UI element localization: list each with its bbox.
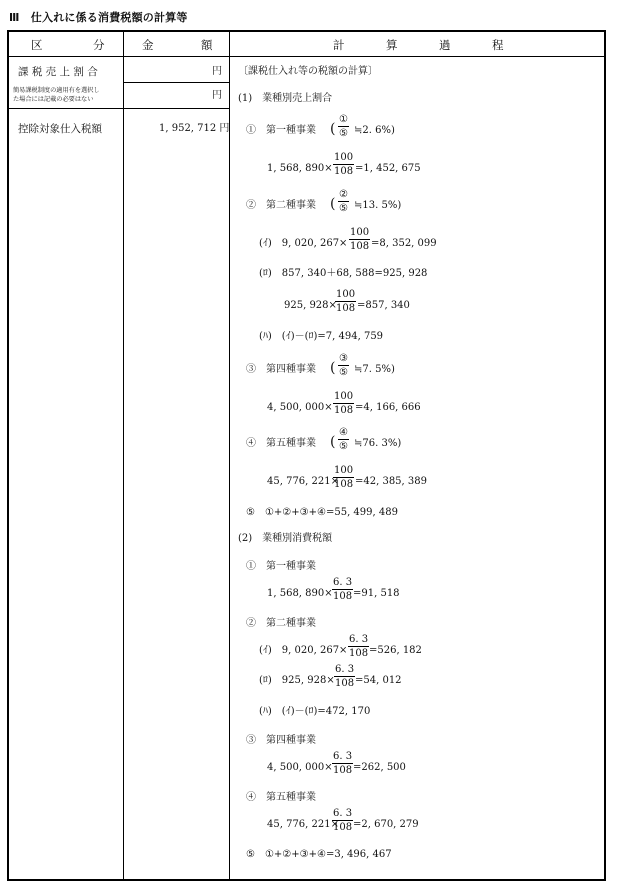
sec2-heading: (2) 業種別消費税額 [238, 533, 333, 544]
s1-3-calc-a: 4, 500, 000× [267, 402, 333, 413]
header-kubun-2: 分 [93, 38, 105, 52]
frac-den: 108 [334, 166, 354, 177]
header-keisan-1: 計 [333, 38, 345, 52]
frac-den: 108 [350, 241, 370, 252]
calc-table [7, 30, 606, 881]
s1-2-ro2-b: =857, 340 [357, 300, 410, 311]
frac-num: 6. 3 [349, 634, 369, 645]
header-keisan-2: 算 [386, 38, 398, 52]
row-note-line1: 簡易課税制度の適用有を選択し [13, 87, 100, 94]
s1-1-ratio-fraction [338, 114, 349, 139]
frac-num: ④ [339, 427, 348, 438]
s1-4-label: ④ 第五種事業 [246, 438, 316, 449]
calc-column [229, 32, 606, 879]
row-divider [9, 108, 229, 109]
s2-1-label: ① 第一種事業 [246, 561, 316, 572]
frac-num: 100 [334, 465, 354, 476]
s1-2-ro: (ﾛ) 857, 340＋68, 588=925, 928 [259, 268, 428, 279]
row1-unit: 円 [212, 66, 222, 77]
kojo-shiire-value: 1, 952, 712 円 [159, 123, 230, 134]
frac-den: 108 [349, 648, 369, 659]
s1-2-i-b: =8, 352, 099 [371, 238, 437, 249]
s2-3-label: ③ 第四種事業 [246, 735, 316, 746]
frac-den: 108 [336, 303, 356, 314]
frac-den: ⑤ [339, 128, 348, 139]
s2-2-ro-b: =54, 012 [355, 675, 402, 686]
s2-2-i-fraction [348, 634, 369, 659]
frac-den: 108 [335, 678, 355, 689]
frac-den: ⑤ [339, 441, 348, 452]
frac-num: 6. 3 [333, 577, 353, 588]
s1-4-calc-fraction [333, 465, 354, 490]
s1-3-label: ③ 第四種事業 [246, 364, 316, 375]
frac-num: 100 [334, 152, 354, 163]
s2-4-label: ④ 第五種事業 [246, 792, 316, 803]
s2-3-b: =262, 500 [353, 762, 406, 773]
s2-3-a: 4, 500, 000× [267, 762, 333, 773]
paren: ( [330, 121, 336, 137]
frac-num: ③ [339, 353, 348, 364]
frac-num: 6. 3 [335, 664, 355, 675]
s1-1-ratio: ≒2. 6%) [354, 125, 395, 136]
row-label-kojo-shiire: 控除対象仕入税額 [18, 123, 102, 135]
s1-1-calc-a: 1, 568, 890× [267, 163, 333, 174]
frac-num: 6. 3 [333, 808, 353, 819]
frac-den: 108 [333, 765, 353, 776]
frac-num: ① [339, 114, 348, 125]
s1-1-label: ① 第一種事業 [246, 125, 316, 136]
frac-den: ⑤ [339, 203, 348, 214]
s2-2-i-b: =526, 182 [369, 645, 422, 656]
row-divider [123, 82, 229, 83]
frac-num: 100 [334, 391, 354, 402]
s1-2-label: ② 第二種事業 [246, 200, 316, 211]
frac-den: 108 [334, 405, 354, 416]
s1-3-ratio-fraction [338, 353, 349, 378]
s1-2-i-a: (ｲ) 9, 020, 267× [259, 238, 348, 249]
frac-den: 108 [333, 591, 353, 602]
s1-2-ratio: ≒13. 5%) [354, 200, 402, 211]
s1-5-sum: ⑤ ①+②+③+④=55, 499, 489 [246, 507, 398, 518]
s1-3-calc-fraction [333, 391, 354, 416]
frac-den: ⑤ [339, 367, 348, 378]
s1-4-calc-a: 45, 776, 221× [267, 476, 339, 487]
frac-den: 108 [333, 822, 353, 833]
s2-4-a: 45, 776, 221× [267, 819, 339, 830]
s1-2-ratio-fraction [338, 189, 349, 214]
frac-num: 6. 3 [333, 751, 353, 762]
divider [123, 32, 124, 879]
paren: ( [330, 434, 336, 450]
s1-3-ratio: ≒7. 5%) [354, 364, 395, 375]
frac-den: 108 [334, 479, 354, 490]
s2-1-b: =91, 518 [353, 588, 400, 599]
s2-2-ro-a: (ﾛ) 925, 928× [259, 675, 335, 686]
s1-1-calc-b: =1, 452, 675 [355, 163, 421, 174]
s2-2-i-a: (ｲ) 9, 020, 267× [259, 645, 348, 656]
s1-2-ro2-fraction [335, 289, 356, 314]
s1-2-i-fraction [349, 227, 370, 252]
s1-4-ratio-fraction [338, 427, 349, 452]
frac-num: 100 [350, 227, 370, 238]
row2-unit: 円 [212, 90, 222, 101]
frac-num: 100 [336, 289, 356, 300]
paren: ( [330, 360, 336, 376]
frac-num: ② [339, 189, 348, 200]
s2-3-fraction [332, 751, 353, 776]
s2-1-fraction [332, 577, 353, 602]
row-label-uriage-wariai: 課 税 売 上 割 合 [18, 66, 98, 78]
header-kubun-1: 区 [31, 38, 43, 52]
section-title: Ⅲ 仕入れに係る消費税額の計算等 [9, 11, 188, 24]
s2-4-fraction [332, 808, 353, 833]
header-kingaku-1: 金 [142, 38, 154, 52]
row-note-line2: た場合には記載の必要はない [13, 96, 94, 103]
s2-4-b: =2, 670, 279 [353, 819, 419, 830]
s2-2-label: ② 第二種事業 [246, 618, 316, 629]
paren: ( [330, 196, 336, 212]
s1-4-calc-b: =42, 385, 389 [355, 476, 427, 487]
s1-2-ro2-a: 925, 928× [284, 300, 337, 311]
s1-3-calc-b: =4, 166, 666 [355, 402, 421, 413]
s2-5-sum: ⑤ ①+②+③+④=3, 496, 467 [246, 849, 392, 860]
s2-1-a: 1, 568, 890× [267, 588, 333, 599]
s2-2-ro-fraction [334, 664, 355, 689]
s1-2-ha: (ﾊ) (ｲ)－(ﾛ)=7, 494, 759 [259, 331, 384, 342]
s2-2-ha: (ﾊ) (ｲ)－(ﾛ)=472, 170 [259, 706, 371, 717]
calc-intro: 〔課税仕入れ等の税額の計算〕 [238, 66, 378, 77]
header-keisan-4: 程 [492, 38, 504, 52]
s1-4-ratio: ≒76. 3%) [354, 438, 402, 449]
header-keisan-3: 過 [439, 38, 451, 52]
s1-1-calc-fraction [333, 152, 354, 177]
header-kingaku-2: 額 [201, 38, 213, 52]
sec1-heading: (1) 業種別売上割合 [238, 93, 333, 104]
